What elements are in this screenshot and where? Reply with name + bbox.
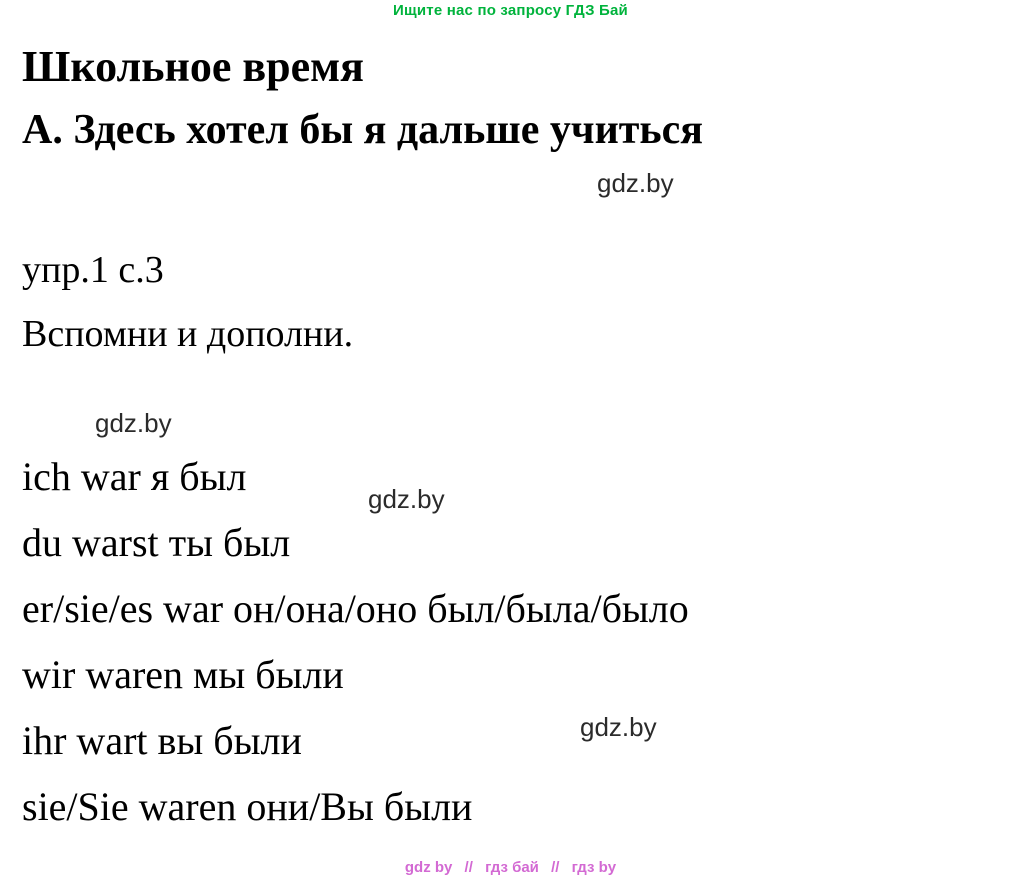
- exercise-reference: упр.1 с.3: [22, 249, 164, 291]
- footer-separator: //: [464, 859, 473, 876]
- list-item: sie/Sie waren они/Вы были: [22, 784, 473, 829]
- list-item: ich war я был: [22, 454, 247, 499]
- footer-links: [0, 859, 1021, 876]
- watermark: gdz.by: [95, 408, 172, 438]
- watermark: gdz.by: [368, 484, 445, 514]
- list-item: er/sie/es war он/она/оно был/была/было: [22, 586, 689, 631]
- watermark: gdz.by: [597, 168, 674, 198]
- watermark: gdz.by: [580, 712, 657, 742]
- list-item: ihr wart вы были: [22, 718, 302, 763]
- page-subtitle: А. Здесь хотел бы я дальше учиться: [22, 107, 703, 153]
- page-title: Школьное время: [22, 42, 364, 91]
- list-item: du warst ты был: [22, 520, 291, 565]
- footer-separator: //: [551, 859, 560, 876]
- exercise-task: Вспомни и дополни.: [22, 313, 354, 355]
- conjugation-list: [22, 444, 1012, 840]
- list-item: wir waren мы были: [22, 652, 344, 697]
- footer-item-2: гдз бай: [485, 859, 539, 876]
- footer-item-3: гдз by: [571, 859, 617, 876]
- top-banner-text: Ищите нас по запросу ГДЗ Бай: [393, 2, 628, 19]
- footer-item-1: gdz by: [404, 859, 453, 876]
